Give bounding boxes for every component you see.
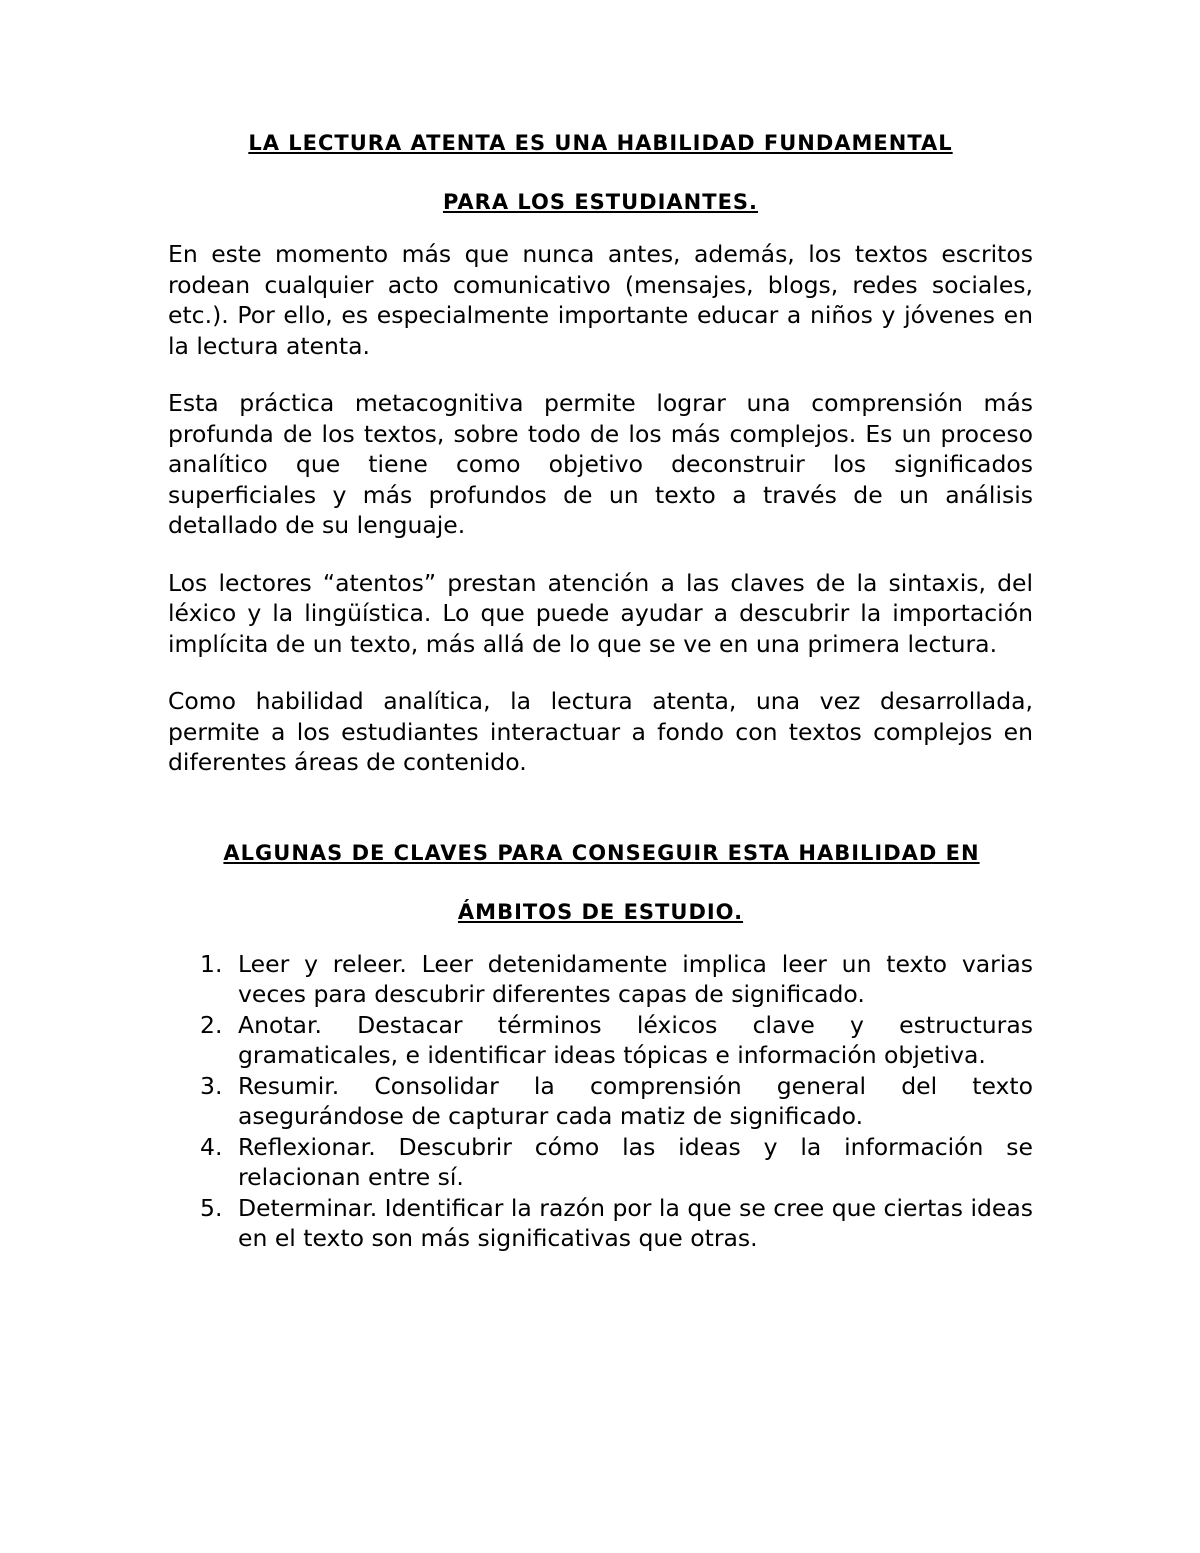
list-item [168,1132,1033,1193]
list-item-number: 3. [200,1071,223,1100]
paragraph-1: En este momento más que nunca antes, además, los textos escritos rodean cualquier acto comunicativo (mensajes, blogs, redes sociales, etc.). Por ello, es especialmente importante educar a niños y jóvenes en la lectura atenta. [168,240,1033,360]
list-item [168,949,1033,1010]
list-item [168,1010,1033,1071]
list-item-number: 4. [200,1132,223,1161]
list-item-text: Resumir. Consolidar la comprensión general del texto asegurándose de capturar cada matiz de significado. [238,1071,1033,1130]
list-item-text: Reflexionar. Descubrir cómo las ideas y la información se relacionan entre sí. [238,1132,1033,1191]
steps-list [168,949,1033,1254]
list-item-text: Leer y releer. Leer detenidamente implica leer un texto varias veces para descubrir diferentes capas de significado. [238,949,1033,1008]
title-line-2: PARA LOS ESTUDIANTES. [442,190,759,214]
list-item-number: 1. [200,949,223,978]
document-page [168,128,1033,1254]
list-item-text: Determinar. Identificar la razón por la que se cree que ciertas ideas en el texto son más significativas que otras. [238,1193,1033,1252]
title-line-1: LA LECTURA ATENTA ES UNA HABILIDAD FUNDAMENTAL [248,131,953,155]
list-item [168,1193,1033,1254]
paragraph-3: Los lectores “atentos” prestan atención a las claves de la sintaxis, del léxico y la lingüística. Lo que puede ayudar a descubrir la importación implícita de un texto, más allá de lo que se ve en una primera lectura. [168,568,1033,658]
list-item-number: 5. [200,1193,223,1222]
paragraph-4: Como habilidad analítica, la lectura atenta, una vez desarrollada, permite a los estudiantes interactuar a fondo con textos complejos en diferentes áreas de contenido. [168,687,1033,776]
section-title-line-2: ÁMBITOS DE ESTUDIO. [457,899,744,924]
list-item [168,1071,1033,1132]
paragraph-2: Esta práctica metacognitiva permite lograr una comprensión más profunda de los textos, sobre todo de los más complejos. Es un proceso analítico que tiene como objetivo deconstruir los significados superficiales y más profundos de un texto a través de un análisis detallado de su lenguaje. [168,389,1033,539]
list-item-text: Anotar. Destacar términos léxicos clave y estructuras gramaticales, e identificar ideas tópicas e información objetiva. [238,1010,1033,1069]
section-title-line-1: ALGUNAS DE CLAVES PARA CONSEGUIR ESTA HABILIDAD EN [223,840,980,865]
list-item-number: 2. [200,1010,223,1039]
